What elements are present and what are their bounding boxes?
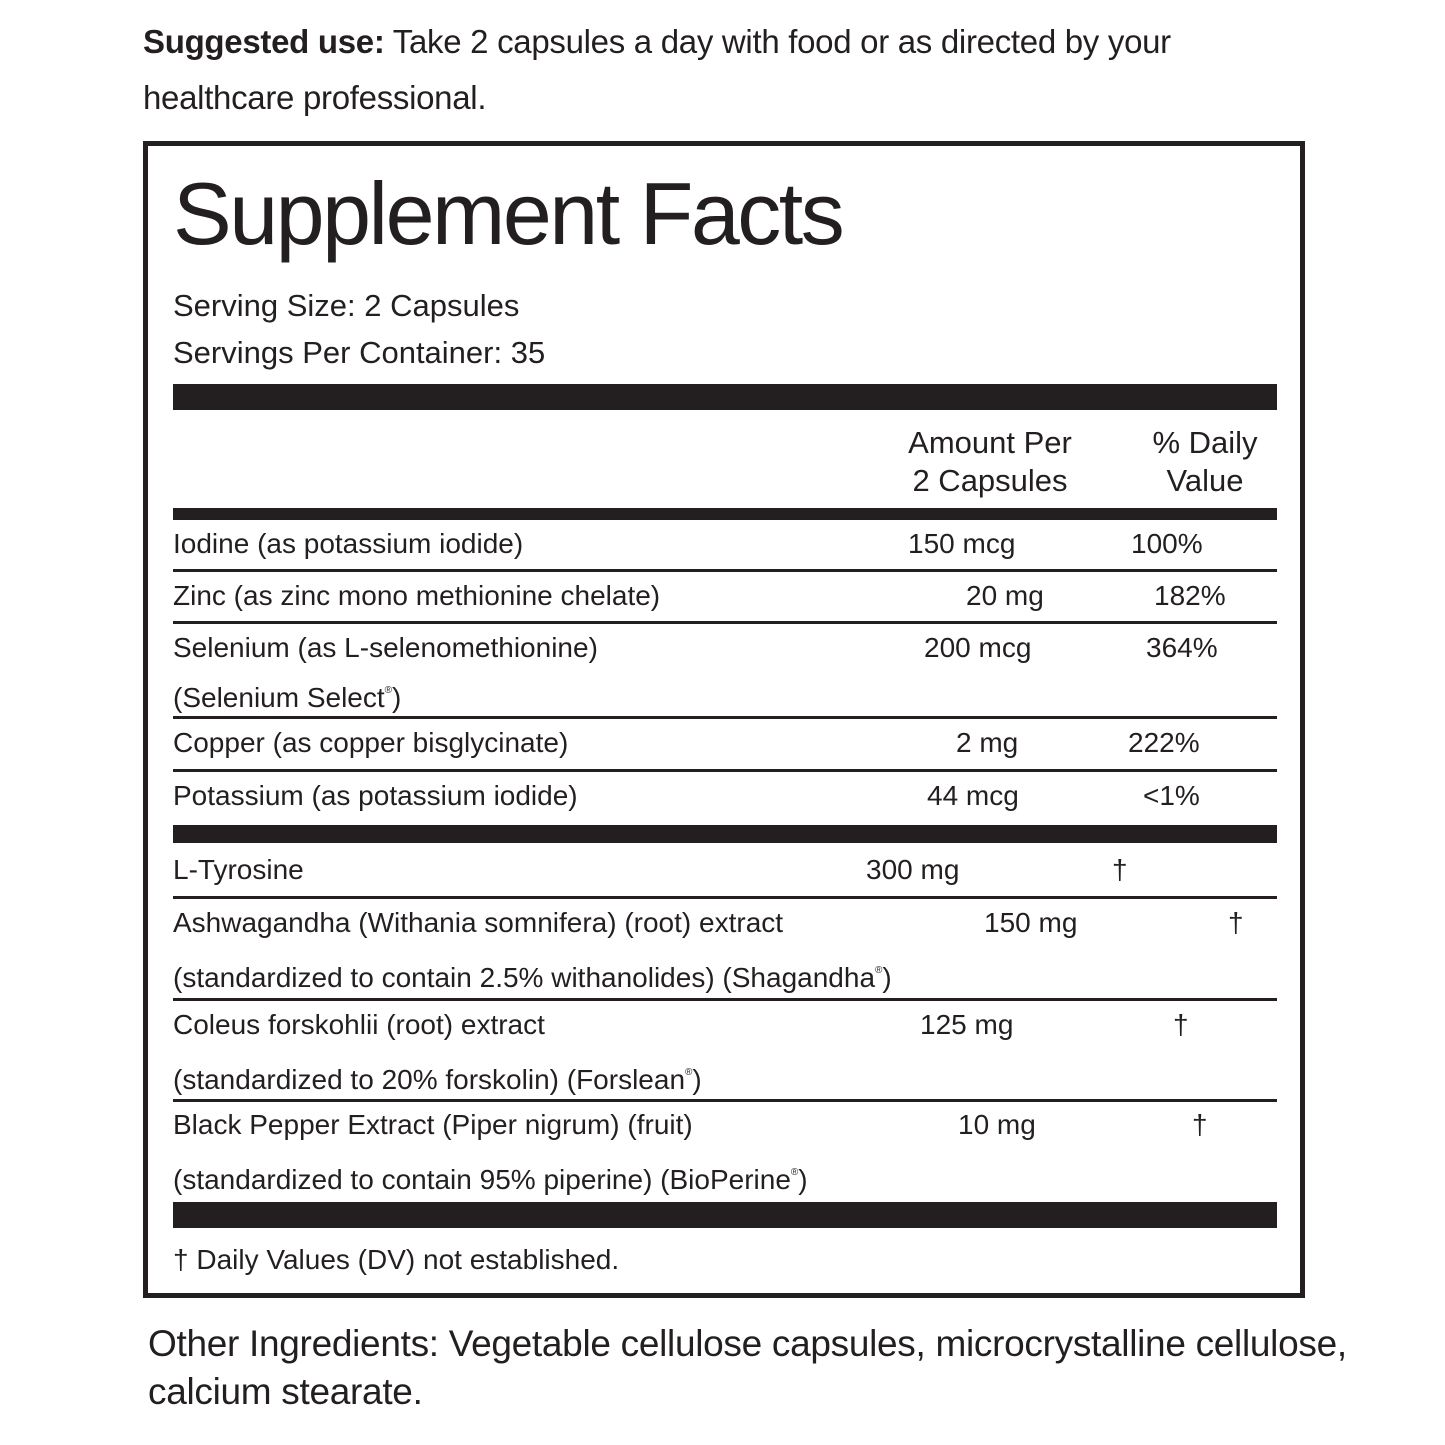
nutrient-daily-value: † (1192, 1109, 1208, 1140)
serving-size: Serving Size: 2 Capsules (173, 288, 520, 323)
nutrient-amount: 150 mg (984, 907, 1078, 938)
nutrient-amount: 10 mg (958, 1109, 1036, 1140)
facts-title: Supplement Facts (173, 164, 843, 263)
nutrient-daily-value: † (1228, 907, 1244, 938)
nutrient-daily-value: 100% (1131, 528, 1203, 559)
servings-per-container: Servings Per Container: 35 (173, 335, 546, 370)
registered-mark: ® (790, 1167, 799, 1178)
nutrient-amount: 300 mg (866, 854, 960, 885)
nutrient-daily-value: 182% (1154, 580, 1226, 611)
suggested-use-text: Take 2 capsules a day with food or as directed by your healthcare professional. (143, 23, 1171, 116)
nutrient-name: Ashwagandha (Withania somnifera) (root) extract (173, 907, 784, 938)
nutrient-name: L-Tyrosine (173, 854, 304, 885)
registered-mark: ® (685, 1067, 693, 1078)
nutrient-daily-value: <1% (1143, 780, 1200, 811)
nutrient-name-line2: (standardized to contain 95% piperine) (BioPerine®) (173, 1164, 808, 1195)
nutrient-amount: 200 mcg (924, 632, 1032, 663)
nutrient-daily-value: 222% (1128, 727, 1200, 758)
header-dv-line1: % Daily (1152, 425, 1258, 460)
header-dv-line2: Value (1166, 463, 1244, 498)
nutrient-daily-value: † (1173, 1009, 1189, 1040)
nutrient-amount: 2 mg (956, 727, 1019, 758)
thick-divider-top (173, 384, 1277, 410)
suggested-use (143, 14, 1303, 126)
header-amount-line2: 2 Capsules (912, 463, 1068, 498)
registered-mark: ® (384, 685, 393, 696)
nutrient-amount: 44 mcg (927, 780, 1019, 811)
supplement-facts-panel (143, 141, 1305, 1298)
nutrient-name: Zinc (as zinc mono methionine chelate) (173, 580, 661, 611)
nutrient-daily-value: † (1112, 854, 1128, 885)
nutrient-name-line2: (Selenium Select®) (173, 682, 402, 713)
header-amount-line1: Amount Per (908, 425, 1072, 460)
suggested-use-label: Suggested use: (143, 23, 385, 60)
footnote-daily-values: † Daily Values (DV) not established. (173, 1244, 620, 1275)
nutrient-name-line2: (standardized to 20% forskolin) (Forslean®) (173, 1064, 702, 1095)
nutrient-name: Selenium (as L-selenomethionine) (173, 632, 598, 663)
thick-divider-header (173, 508, 1277, 520)
thick-divider-middle (173, 825, 1277, 843)
nutrient-name: Copper (as copper bisglycinate) (173, 727, 569, 758)
nutrient-name: Coleus forskohlii (root) extract (173, 1009, 545, 1040)
registered-mark: ® (875, 965, 883, 976)
nutrient-daily-value: 364% (1146, 632, 1218, 663)
other-ingredients: Other Ingredients: Vegetable cellulose capsules, microcrystalline cellulose, calcium stearate. (148, 1323, 1347, 1412)
nutrient-amount: 20 mg (966, 580, 1044, 611)
nutrient-name: Black Pepper Extract (Piper nigrum) (fruit) (173, 1109, 693, 1140)
nutrient-name-line2: (standardized to contain 2.5% withanolides) (Shagandha®) (173, 962, 892, 993)
nutrient-amount: 125 mg (920, 1009, 1014, 1040)
header-daily-value (1130, 424, 1280, 500)
nutrient-name: Iodine (as potassium iodide) (173, 528, 524, 559)
nutrient-amount: 150 mcg (908, 528, 1016, 559)
header-amount (860, 424, 1120, 500)
thick-divider-bottom (173, 1202, 1277, 1228)
nutrient-name: Potassium (as potassium iodide) (173, 780, 578, 811)
